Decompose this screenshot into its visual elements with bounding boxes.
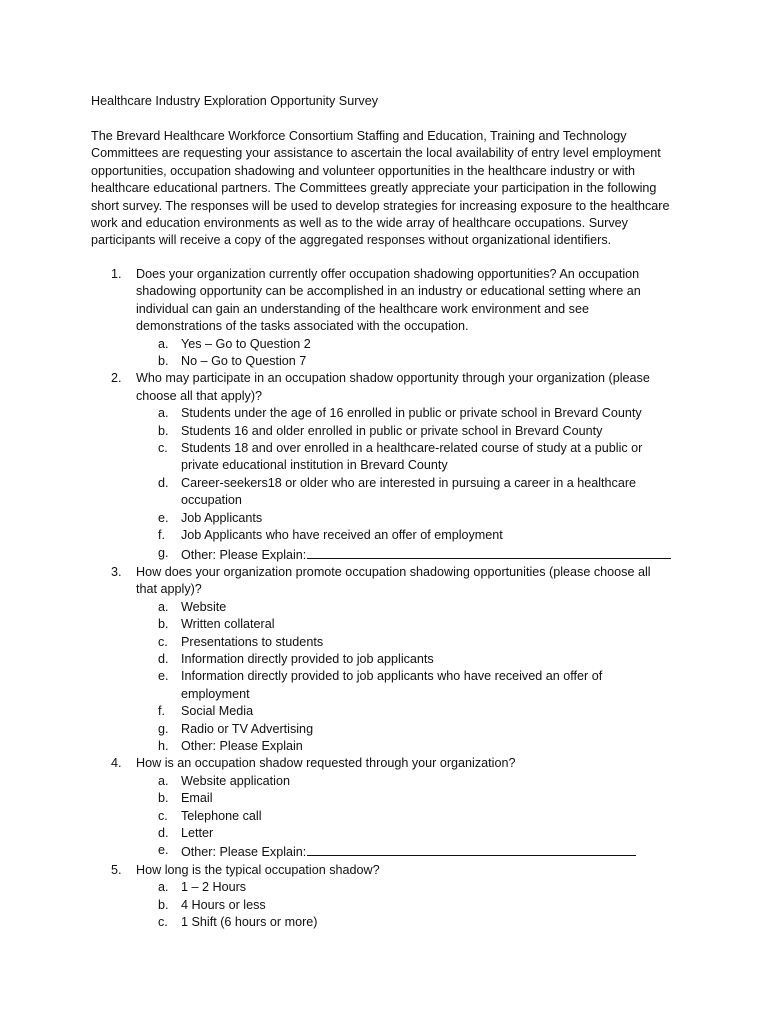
option-item[interactable] bbox=[136, 440, 770, 475]
option-item[interactable] bbox=[136, 703, 770, 720]
option-letter: c. bbox=[158, 441, 168, 456]
question-line: shadowing opportunity can be accomplished in an industry or educational setting where an bbox=[136, 284, 641, 299]
option-text: Other: Please Explain: bbox=[181, 845, 307, 860]
option-item[interactable] bbox=[136, 914, 770, 931]
option-text: No – Go to Question 7 bbox=[181, 354, 307, 369]
question-number: 3. bbox=[111, 564, 122, 579]
option-list bbox=[136, 879, 770, 931]
explain-blank-line[interactable] bbox=[307, 842, 636, 856]
question-text bbox=[136, 370, 770, 405]
option-item[interactable] bbox=[136, 527, 770, 544]
option-text: 4 Hours or less bbox=[181, 897, 266, 912]
option-list bbox=[136, 599, 770, 756]
option-text: Information directly provided to job applicants bbox=[181, 651, 434, 666]
option-letter: c. bbox=[158, 915, 168, 930]
option-list bbox=[136, 336, 770, 371]
option-text: Written collateral bbox=[181, 617, 275, 632]
intro-line: short survey. The responses will be used to develop strategies for increasing exposure to the healthcare bbox=[91, 198, 670, 213]
option-item[interactable] bbox=[136, 842, 770, 861]
explain-blank-line[interactable] bbox=[307, 545, 671, 559]
option-letter: b. bbox=[158, 791, 169, 806]
intro-line: The Brevard Healthcare Workforce Consortium Staffing and Education, Training and Technology bbox=[91, 129, 627, 143]
option-letter: d. bbox=[158, 651, 169, 666]
option-item[interactable] bbox=[136, 634, 770, 651]
option-letter: c. bbox=[158, 808, 168, 823]
option-letter: b. bbox=[158, 897, 169, 912]
option-text: 1 – 2 Hours bbox=[181, 880, 247, 895]
option-item[interactable] bbox=[136, 599, 770, 616]
option-list bbox=[136, 773, 770, 862]
option-text: Radio or TV Advertising bbox=[181, 721, 314, 736]
option-letter: e. bbox=[158, 843, 169, 858]
option-letter: d. bbox=[158, 475, 169, 490]
option-item[interactable] bbox=[136, 808, 770, 825]
option-item[interactable] bbox=[136, 353, 770, 370]
option-item[interactable] bbox=[136, 668, 770, 703]
option-list bbox=[136, 405, 770, 564]
option-letter: g. bbox=[158, 721, 169, 736]
option-text: employment bbox=[181, 686, 250, 701]
option-text: Telephone call bbox=[181, 808, 262, 823]
option-item[interactable] bbox=[136, 616, 770, 633]
question-line: Who may participate in an occupation shadow opportunity through your organization (please bbox=[136, 371, 650, 386]
option-letter: a. bbox=[158, 336, 169, 351]
question-line: that apply)? bbox=[136, 582, 202, 597]
question-2 bbox=[0, 370, 770, 563]
option-text: Job Applicants who have received an offer of employment bbox=[181, 528, 503, 543]
question-number: 5. bbox=[111, 862, 122, 877]
option-letter: h. bbox=[158, 738, 169, 753]
option-item[interactable] bbox=[136, 825, 770, 842]
option-text: Students under the age of 16 enrolled in public or private school in Brevard County bbox=[181, 406, 642, 421]
option-text: Students 18 and over enrolled in a healthcare-related course of study at a public or bbox=[181, 441, 643, 456]
option-text: Other: Please Explain: bbox=[181, 547, 307, 562]
option-letter: g. bbox=[158, 545, 169, 560]
option-item[interactable] bbox=[136, 879, 770, 896]
option-text: Letter bbox=[181, 826, 214, 840]
option-text: occupation bbox=[181, 493, 242, 508]
question-line: How is an occupation shadow requested through your organization? bbox=[136, 756, 516, 771]
question-line: Does your organization currently offer occupation shadowing opportunities? An occupation bbox=[136, 267, 640, 281]
question-1 bbox=[0, 266, 770, 370]
option-item[interactable] bbox=[136, 897, 770, 914]
question-text bbox=[136, 564, 770, 599]
option-text: Yes – Go to Question 2 bbox=[181, 336, 311, 351]
option-letter: a. bbox=[158, 599, 169, 614]
option-letter: a. bbox=[158, 406, 169, 421]
question-number: 2. bbox=[111, 371, 122, 386]
option-item[interactable] bbox=[136, 510, 770, 527]
option-text: Website bbox=[181, 599, 227, 614]
option-item[interactable] bbox=[136, 738, 770, 755]
option-text: Job Applicants bbox=[181, 510, 263, 525]
intro-line: healthcare educational partners. The Committees greatly appreciate your participation in the following bbox=[91, 181, 657, 196]
option-text: 1 Shift (6 hours or more) bbox=[181, 915, 318, 930]
option-letter: e. bbox=[158, 669, 169, 684]
option-letter: e. bbox=[158, 510, 169, 525]
question-line: How does your organization promote occupation shadowing opportunities (please choose all bbox=[136, 564, 651, 579]
question-text bbox=[136, 755, 770, 772]
option-letter: b. bbox=[158, 617, 169, 632]
question-line: individual can gain an understanding of the healthcare work environment and see bbox=[136, 301, 589, 316]
option-item[interactable] bbox=[136, 475, 770, 510]
option-text: Website application bbox=[181, 773, 290, 788]
option-text: Career-seekers18 or older who are interested in pursuing a career in a healthcare bbox=[181, 475, 637, 490]
option-letter: f. bbox=[158, 704, 165, 719]
intro-line: Committees are requesting your assistance to ascertain the local availability of entry level employment bbox=[91, 146, 661, 161]
option-item[interactable] bbox=[136, 545, 770, 564]
option-item[interactable] bbox=[136, 773, 770, 790]
option-item[interactable] bbox=[136, 336, 770, 353]
option-letter: c. bbox=[158, 634, 168, 649]
option-text: Students 16 and older enrolled in public or private school in Brevard County bbox=[181, 423, 603, 438]
intro-line: opportunities, occupation shadowing and volunteer opportunities in the healthcare industry or with bbox=[91, 163, 635, 178]
intro-paragraph bbox=[91, 128, 691, 250]
question-text bbox=[136, 266, 770, 336]
question-text bbox=[136, 862, 770, 879]
option-letter: f. bbox=[158, 528, 165, 543]
option-item[interactable] bbox=[136, 790, 770, 807]
option-text: Social Media bbox=[181, 704, 254, 719]
option-item[interactable] bbox=[136, 721, 770, 738]
option-text: Presentations to students bbox=[181, 634, 324, 649]
option-letter: a. bbox=[158, 773, 169, 788]
intro-line: work and education environments as well as to the wide array of healthcare occupations. Survey bbox=[91, 216, 628, 231]
question-number: 1. bbox=[111, 267, 122, 281]
option-text: Other: Please Explain bbox=[181, 738, 303, 753]
intro-line: participants will receive a copy of the aggregated responses without organizational identifiers. bbox=[91, 233, 612, 248]
option-text: private educational institution in Brevard County bbox=[181, 458, 448, 473]
question-number: 4. bbox=[111, 756, 122, 771]
option-item[interactable] bbox=[136, 423, 770, 440]
option-item[interactable] bbox=[136, 405, 770, 422]
option-item[interactable] bbox=[136, 651, 770, 668]
option-letter: d. bbox=[158, 826, 169, 840]
option-letter: b. bbox=[158, 423, 169, 438]
option-text: Email bbox=[181, 791, 213, 806]
question-4 bbox=[0, 755, 770, 861]
document-title: Healthcare Industry Exploration Opportunity Survey bbox=[91, 94, 378, 108]
option-letter: b. bbox=[158, 354, 169, 369]
question-3 bbox=[0, 564, 770, 755]
question-list bbox=[0, 266, 770, 931]
question-5 bbox=[0, 862, 770, 932]
option-text: Information directly provided to job applicants who have received an offer of bbox=[181, 669, 603, 684]
option-letter: a. bbox=[158, 880, 169, 895]
question-line: demonstrations of the tasks associated with the occupation. bbox=[136, 319, 469, 334]
question-line: How long is the typical occupation shadow? bbox=[136, 862, 380, 877]
question-line: choose all that apply)? bbox=[136, 388, 263, 403]
